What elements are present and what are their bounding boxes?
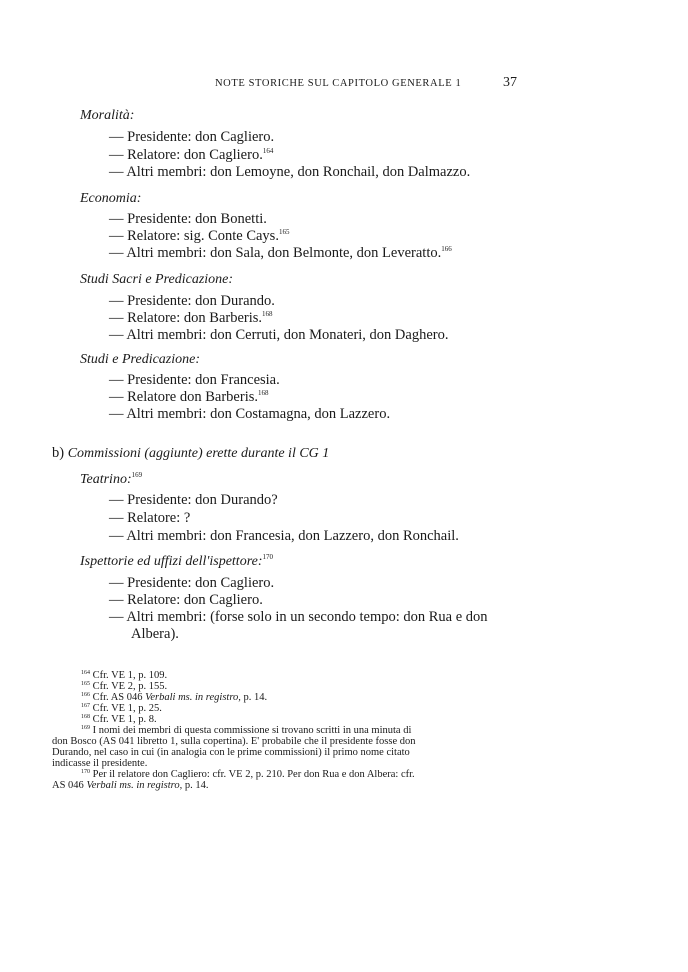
footnote-ref: 166 [441,245,452,253]
list-item: — Altri membri: don Sala, don Belmonte, don Leveratto.$^{166}$ [109,245,452,261]
page-number: 37 [503,75,517,90]
section-title-economia: Economia: [80,191,142,206]
footnote: $^{167}$ Cfr. VE 1, p. 25. [81,703,162,714]
footnote-ref: 168 [258,389,269,397]
list-item: — Altri membri: don Cerruti, don Monateri, don Daghero. [109,327,449,343]
section-title-ispettorie: Ispettorie ed uffizi dell'ispettore:$^{170}$ [80,553,273,569]
list-item: — Presidente: don Cagliero. [109,575,275,591]
footnote: $^{166}$ Cfr. AS 046 Verbali ms. in registro, p. 14. [81,692,268,703]
list-item: — Presidente: don Bonetti. [109,211,267,227]
list-item: — Relatore: ? [109,510,191,526]
section-title-studi-predicazione: Studi e Predicazione: [80,352,201,367]
footnote: $^{168}$ Cfr. VE 1, p. 8. [81,714,157,725]
footnote-ref: 168 [262,310,273,318]
heading-prefix: b) [52,445,65,461]
footnote-continuation: Durando, nel caso in cui (in analogia con le prime commissioni) il primo nome citato [52,747,410,758]
list-item: — Altri membri: don Francesia, don Lazzero, don Ronchail. [109,528,459,544]
footnote-ref: 165 [278,228,290,236]
running-title: NOTE STORICHE SUL CAPITOLO GENERALE 1 [215,78,462,89]
footnote: $^{165}$ Cfr. VE 2, p. 155. [81,681,168,692]
list-item: — Presidente: don Francesia. [109,372,280,388]
section-heading-b [52,445,329,462]
footnote: $^{170}$ Per il relatore don Cagliero: cfr. VE 2, p. 210. Per don Rua e don Albera: cfr. [81,769,415,780]
section-title-teatrino: Teatrino:$^{169}$ [80,471,143,487]
footnote-continuation: don Bosco (AS 041 libretto 1, sulla copertina). E' probabile che il presidente fosse don [52,736,416,747]
list-item: — Relatore don Barberis.$^{168}$ [109,389,269,405]
footnote-ref: 170 [262,553,273,561]
heading-text: Commissioni (aggiunte) erette durante il CG 1 [67,446,330,461]
footnote: $^{164}$ Cfr. VE 1, p. 109. [81,670,168,681]
footnote: $^{169}$ I nomi dei membri di questa commissione si trovano scritti in una minuta di [81,725,412,736]
footnote-continuation: AS 046 Verbali ms. in registro, p. 14. [52,780,209,791]
list-item: — Altri membri: don Lemoyne, don Ronchail, don Dalmazzo. [109,164,471,180]
list-item: — Relatore: sig. Conte Cays.$^{165}$ [109,228,290,244]
footnote-continuation: indicasse il presidente. [52,758,148,769]
section-title-studi-sacri: Studi Sacri e Predicazione: [80,272,234,287]
list-item: — Relatore: don Cagliero.$^{164}$ [109,147,274,163]
list-item: — Relatore: don Barberis.$^{168}$ [109,310,273,326]
list-item: — Altri membri: (forse solo in un secondo tempo: don Rua e don [109,609,488,625]
running-header [215,75,517,90]
list-item: — Presidente: don Durando. [109,293,275,309]
list-item: — Presidente: don Cagliero. [109,129,275,145]
footnote-ref: 169 [131,471,143,479]
section-title-moralita: Moralità: [80,108,135,123]
list-item-continuation: Albera). [131,626,179,642]
list-item: — Presidente: don Durando? [109,492,278,508]
footnote-ref: 164 [262,147,274,155]
list-item: — Altri membri: don Costamagna, don Lazzero. [109,406,391,422]
list-item: — Relatore: don Cagliero. [109,592,263,608]
